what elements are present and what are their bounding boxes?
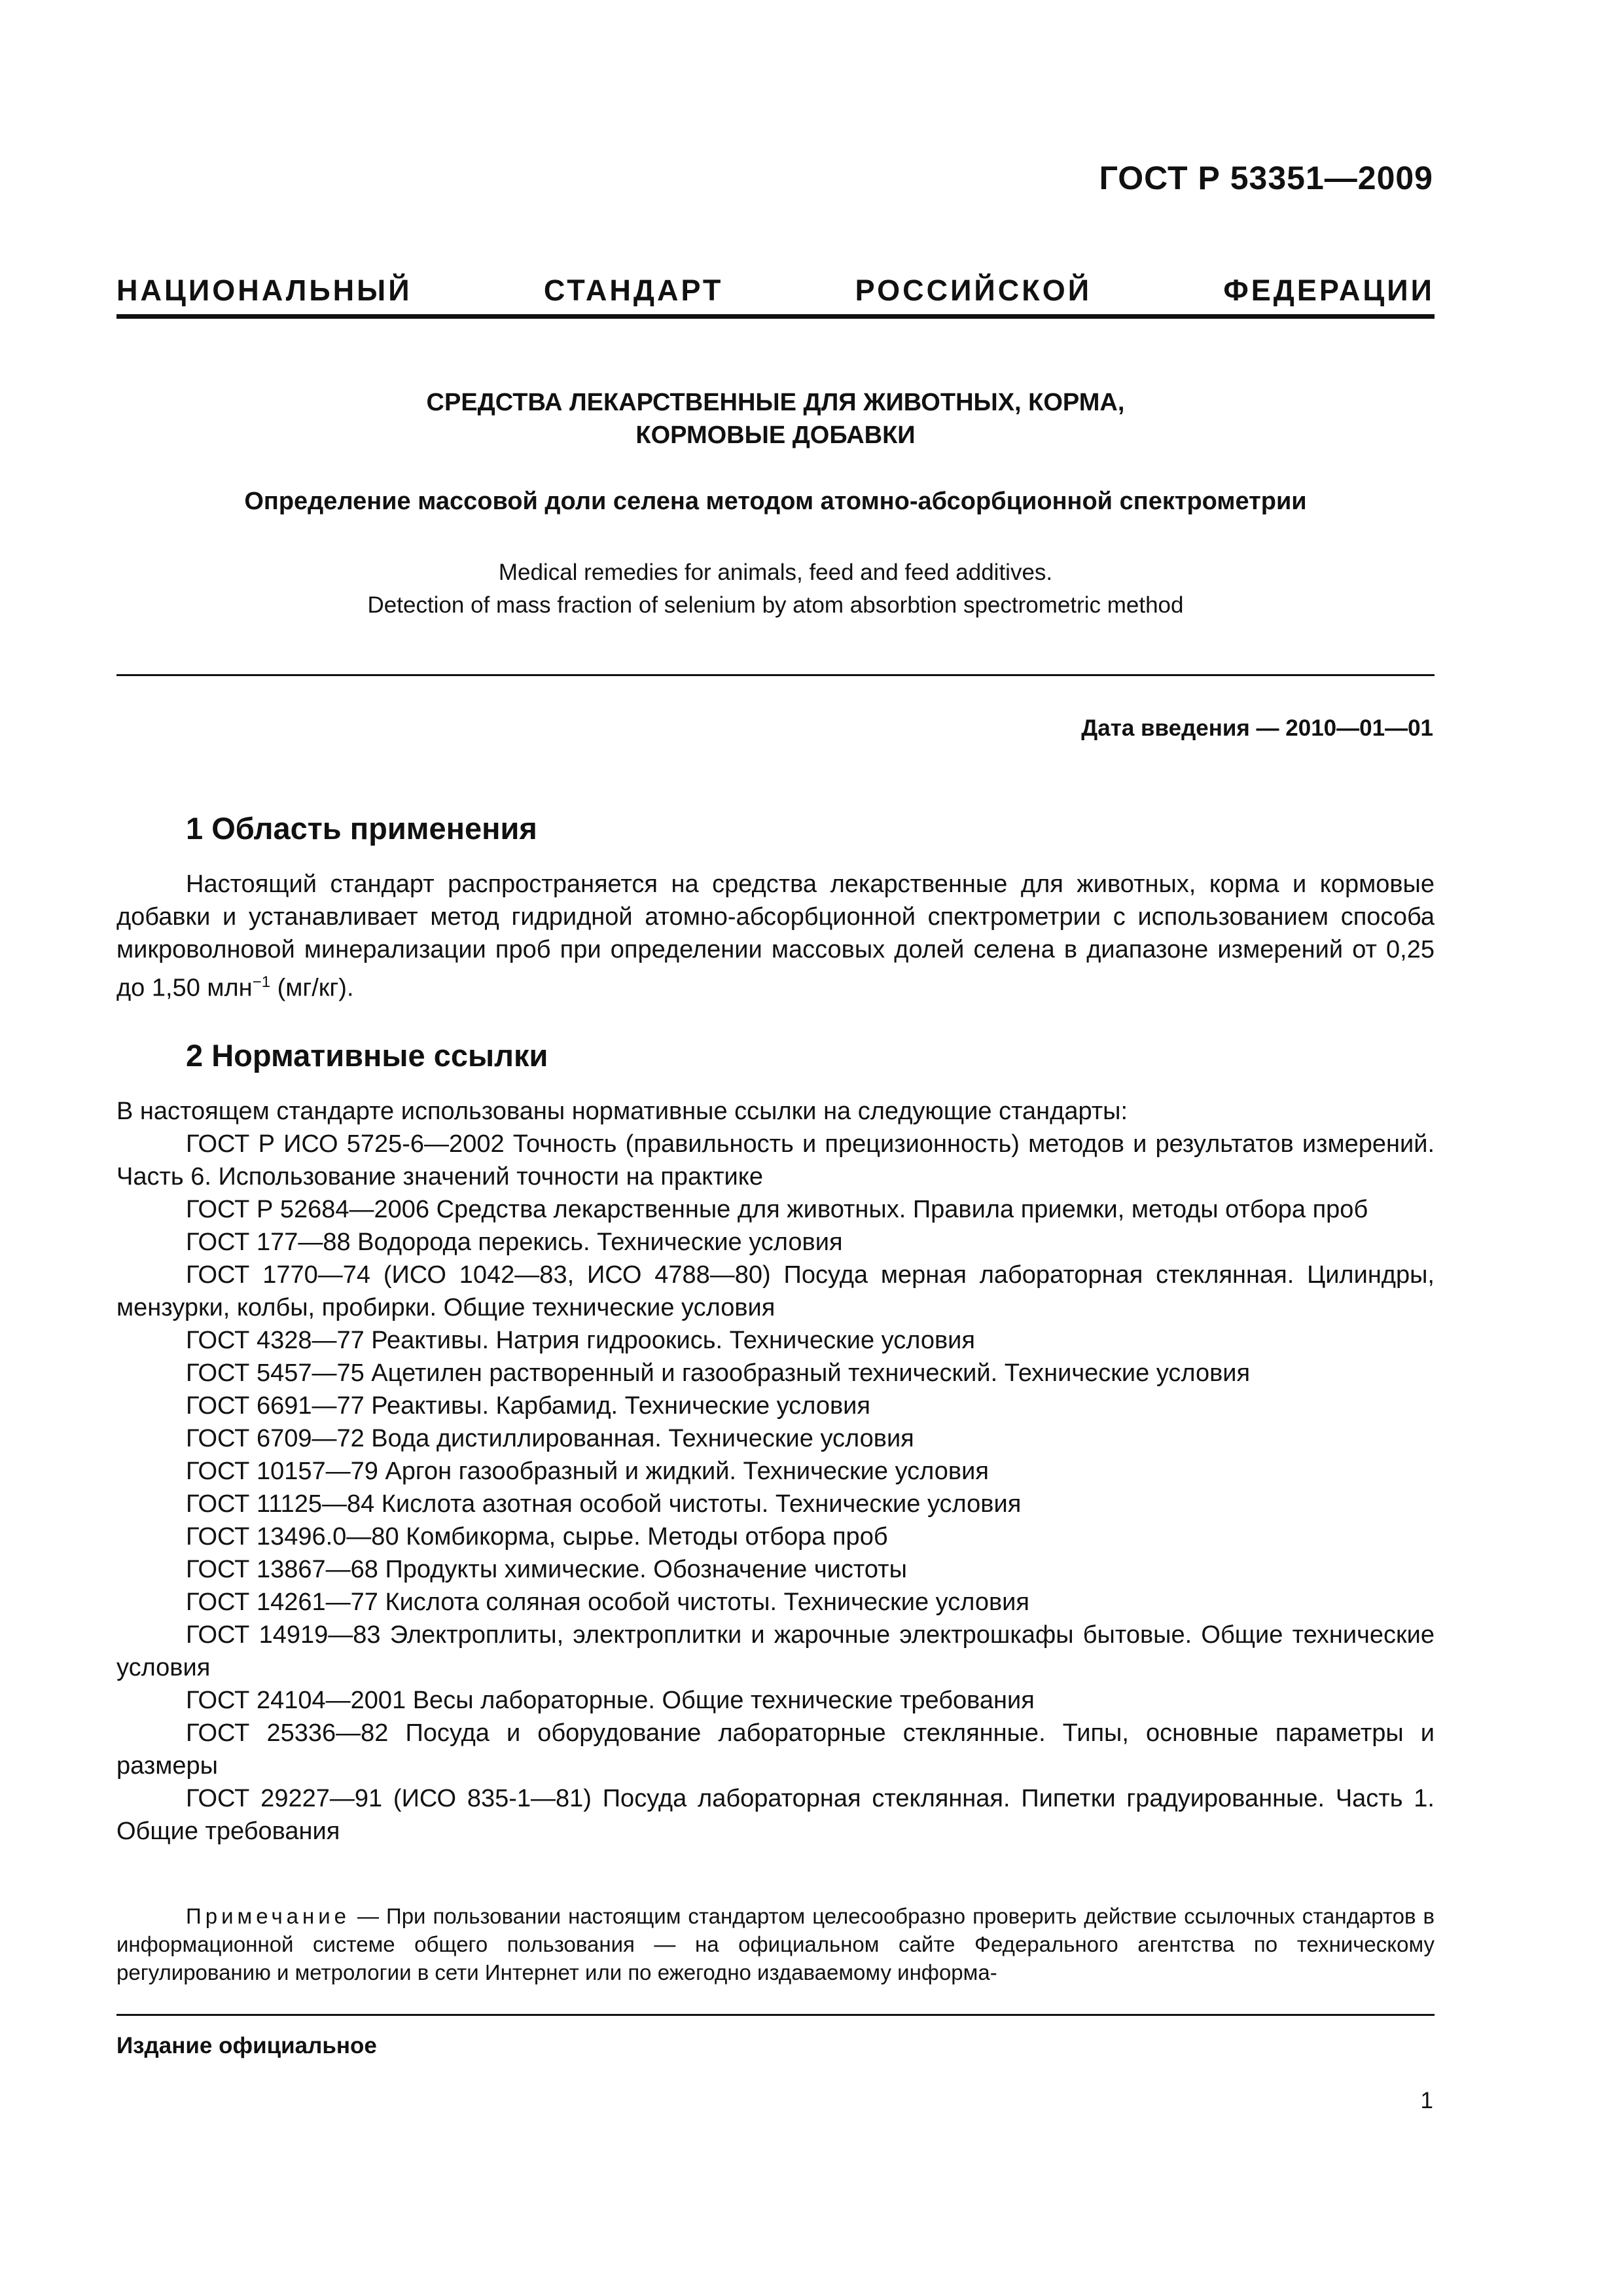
note-text: — При пользовании настоящим стандартом целесообразно проверить действие ссылочных стандартов в информационной системе общего пользования — на официальном сайте Федерального агентства по техническому регулированию и метрологии в сети Интернет или по ежегодно издаваемому информа- (116, 1904, 1435, 1984)
document-title (116, 386, 1435, 452)
references-intro: В настоящем стандарте использованы нормативные ссылки на следующие стандарты: (116, 1098, 1128, 1125)
english-title-line-1: Medical remedies for animals, feed and feed additives. (498, 560, 1053, 585)
english-title (116, 556, 1435, 622)
section-heading-references: 2 Нормативные ссылки (186, 1038, 548, 1073)
reference-item: ГОСТ 14261—77 Кислота соляная особой чистоты. Технические условия (186, 1588, 1029, 1616)
scope-exponent: −1 (252, 973, 271, 991)
reference-item: ГОСТ 11125—84 Кислота азотная особой чистоты. Технические условия (186, 1490, 1022, 1518)
reference-item: ГОСТ 14919—83 Электроплиты, электроплитки и жарочные электрошкафы бытовые. Общие технические условия (116, 1621, 1435, 1681)
title-divider (116, 674, 1435, 676)
reference-item: ГОСТ 6691—77 Реактивы. Карбамид. Технические условия (186, 1392, 870, 1420)
title-line-2: КОРМОВЫЕ ДОБАВКИ (635, 422, 916, 449)
reference-item: ГОСТ 24104—2001 Весы лабораторные. Общие технические требования (186, 1687, 1035, 1714)
reference-item: ГОСТ 4328—77 Реактивы. Натрия гидроокись. Технические условия (186, 1327, 975, 1354)
reference-item: ГОСТ 13867—68 Продукты химические. Обозначение чистоты (186, 1556, 907, 1583)
introduction-date: Дата введения — 2010—01—01 (1081, 715, 1433, 741)
reference-item: ГОСТ 13496.0—80 Комбикорма, сырье. Методы отбора проб (186, 1523, 888, 1551)
title-line-1: СРЕДСТВА ЛЕКАРСТВЕННЫЕ ДЛЯ ЖИВОТНЫХ, КОРМА, (426, 389, 1125, 416)
document-number: ГОСТ Р 53351—2009 (1099, 160, 1433, 196)
reference-item: ГОСТ 10157—79 Аргон газообразный и жидкий. Технические условия (186, 1458, 989, 1485)
reference-item: ГОСТ Р 52684—2006 Средства лекарственные для животных. Правила приемки, методы отбора проб (186, 1196, 1368, 1223)
scope-text-tail: (мг/кг). (270, 974, 354, 1002)
reference-item: ГОСТ 29227—91 (ИСО 835-1—81) Посуда лабораторная стеклянная. Пипетки градуированные. Часть 1. Общие требования (116, 1785, 1435, 1845)
national-standard-banner: НАЦИОНАЛЬНЫЙ СТАНДАРТ РОССИЙСКОЙ ФЕДЕРАЦИИ (116, 274, 1435, 307)
document-subtitle: Определение массовой доли селена методом атомно-абсорбционной спектрометрии (244, 488, 1307, 515)
reference-item: ГОСТ 25336—82 Посуда и оборудование лабораторные стеклянные. Типы, основные параметры и размеры (116, 1719, 1435, 1780)
section-heading-scope: 1 Область применения (186, 811, 537, 846)
official-edition-label: Издание официальное (116, 2033, 377, 2058)
references-list (116, 1095, 1435, 1848)
english-title-line-2: Detection of mass fraction of selenium by atom absorbtion spectrometric method (367, 592, 1184, 618)
scope-paragraph (116, 868, 1435, 1005)
note-paragraph (116, 1902, 1435, 1986)
reference-item: ГОСТ 5457—75 Ацетилен растворенный и газообразный технический. Технические условия (186, 1359, 1251, 1387)
footer-divider (116, 2014, 1435, 2016)
reference-item: ГОСТ 177—88 Водорода перекись. Технические условия (186, 1229, 843, 1256)
reference-item: ГОСТ 1770—74 (ИСО 1042—83, ИСО 4788—80) Посуда мерная лабораторная стеклянная. Цилиндры, мензурки, колбы, пробирки. Общие технические условия (116, 1261, 1435, 1321)
reference-item: ГОСТ Р ИСО 5725-6—2002 Точность (правильность и прецизионность) методов и результатов измерений. Часть 6. Использование значений точности на практике (116, 1130, 1435, 1191)
note-label: Примечание (186, 1904, 351, 1928)
page-number: 1 (1420, 2088, 1433, 2113)
header-divider (116, 314, 1435, 319)
scope-text: Настоящий стандарт распространяется на средства лекарственные для животных, корма и кормовые добавки и устанавливает метод гидридной атомно-абсорбционной спектрометрии с использованием способа микроволновой минерализации проб при определении массовых долей селена в диапазоне измерений от 0,25 до 1,50 млн (116, 870, 1435, 1002)
reference-item: ГОСТ 6709—72 Вода дистиллированная. Технические условия (186, 1425, 914, 1452)
